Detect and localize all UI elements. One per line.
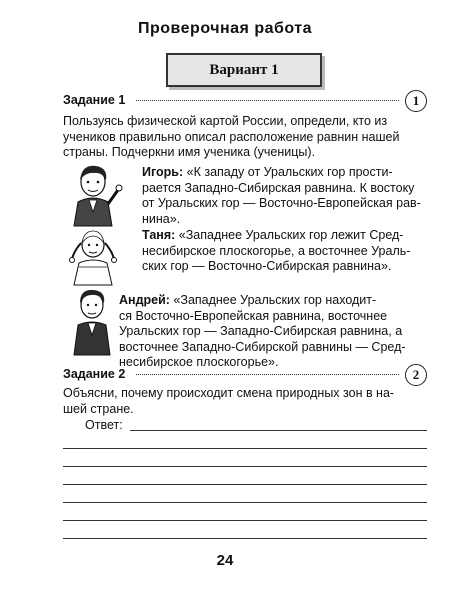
andrey-statement-line: несибирское плоскогорье». — [119, 355, 279, 369]
task-2-question-line: шей стране. — [63, 401, 134, 416]
student-name-tanya: Таня: — [142, 228, 176, 242]
tanya-statement-line: «Западнее Уральских гор лежит Сред- — [178, 228, 404, 242]
variant-box — [166, 53, 322, 87]
andrey-text-block — [119, 293, 427, 371]
andrey-statement-line: «Западнее Уральских гор находит- — [173, 293, 377, 307]
task-2-question — [63, 386, 427, 417]
student-name-igor: Игорь: — [142, 165, 184, 179]
task-1-label: Задание 1 — [63, 93, 126, 107]
igor-statement-line: от Уральских гор — Восточно-Европейская рав- — [142, 196, 421, 210]
task-1-intro-line: учеников правильно описал расположение равнин нашей — [63, 129, 400, 144]
student-name-andrey: Андрей: — [119, 293, 170, 307]
girl-tanya-illustration — [64, 225, 122, 287]
answer-line[interactable] — [63, 466, 427, 467]
task-1-intro-line: Пользуясь физической картой России, определи, кто из — [63, 114, 388, 128]
task-2-label: Задание 2 — [63, 367, 126, 381]
answer-line[interactable] — [63, 448, 427, 449]
variant-label: Вариант 1 — [209, 61, 279, 78]
answer-label: Ответ: — [85, 418, 123, 432]
task-1-number-circle: 1 — [405, 90, 427, 112]
tanya-statement-line: ских гор — Восточно-Сибирская равнина». — [142, 259, 392, 273]
task-2-number-circle: 2 — [405, 364, 427, 386]
answer-line[interactable] — [63, 538, 427, 539]
tanya-text-block — [142, 228, 427, 275]
igor-statement-line: «К западу от Уральских гор прости- — [186, 165, 393, 179]
task-2-question-line: Объясни, почему происходит смена природных зон в на- — [63, 386, 395, 400]
igor-statement-line: нина». — [142, 211, 181, 226]
task-1-dotted-line — [136, 100, 399, 101]
igor-statement-line: рается Западно-Сибирская равнина. К востоку — [142, 180, 415, 195]
task-1-header — [63, 90, 427, 112]
answer-line[interactable] — [63, 502, 427, 503]
andrey-statement-line: ся Восточно-Европейская равнина, восточнее — [119, 308, 388, 323]
andrey-statement-line: Уральских гор — Западно-Сибирская равнина, а — [119, 324, 403, 338]
igor-text-block — [142, 165, 427, 227]
boy-andrey-illustration — [66, 285, 118, 357]
answer-line[interactable] — [130, 430, 427, 431]
task-1-intro — [63, 114, 427, 161]
task-2-header — [63, 364, 427, 386]
page-title: Проверочная работа — [137, 20, 312, 37]
andrey-statement-line: восточнее Западно-Сибирской равнины — Сред- — [119, 339, 406, 354]
answer-line[interactable] — [63, 484, 427, 485]
page-number: 24 — [216, 552, 234, 569]
answer-line[interactable] — [63, 520, 427, 521]
task-2-dotted-line — [136, 374, 399, 375]
tanya-statement-line: несибирское плоскогорье, а восточнее Ураль- — [142, 243, 411, 258]
boy-igor-illustration — [62, 160, 124, 228]
task-1-intro-line: страны. Подчеркни имя ученика (ученицы). — [63, 145, 316, 159]
